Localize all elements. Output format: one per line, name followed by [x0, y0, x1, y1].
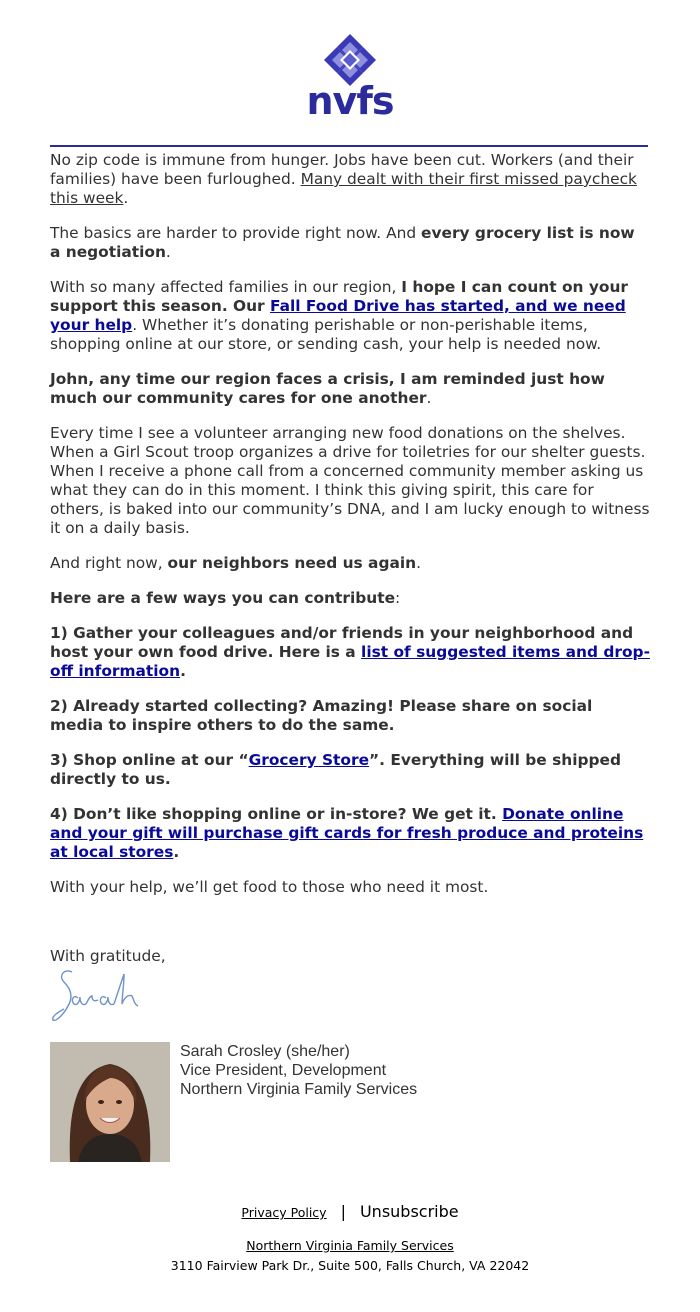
paragraph-4: John, any time our region faces a crisis, I am reminded just how much our community cares for one another. — [50, 370, 605, 407]
header-divider — [50, 145, 648, 147]
paragraph-1: No zip code is immune from hunger. Jobs have been cut. Workers (and their families) have been furloughed. Many dealt with their first missed paycheck this week. — [50, 151, 637, 207]
footer-separator: | — [340, 1202, 346, 1221]
handwritten-signature — [50, 962, 160, 1028]
list-item-1: 1) Gather your colleagues and/or friends in your neighborhood and host your own food drive. Here is a list of suggested items and drop-off information. — [50, 624, 650, 680]
suggested-items-link[interactable]: list of suggested items and drop-off information — [50, 643, 650, 680]
nvfs-logo — [300, 32, 400, 124]
paragraph-5: Every time I see a volunteer arranging new food donations on the shelves. When a Girl Scout troop organizes a drive for toiletries for our shelter guests. When I receive a phone call from a concerned community member asking us what they can do in this moment. I think this giving spirit, this care for others, is baked into our community’s DNA, and I am lucky enough to witness it on a daily basis. — [50, 424, 650, 537]
sender-photo — [50, 1042, 170, 1162]
sender-title: Vice President, Development — [180, 1062, 387, 1079]
footer-org-link[interactable]: Northern Virginia Family Services — [246, 1238, 454, 1253]
donate-online-link[interactable]: Donate online and your gift will purchase gift cards for fresh produce and proteins at local stores — [50, 805, 644, 861]
privacy-policy-link[interactable]: Privacy Policy — [241, 1205, 327, 1220]
list-item-2: 2) Already started collecting? Amazing! Please share on social media to inspire others to do the same. — [50, 697, 593, 734]
sender-organization: Northern Virginia Family Services — [180, 1081, 418, 1098]
paragraph-7: Here are a few ways you can contribute: — [50, 589, 401, 607]
footer-links — [0, 1202, 700, 1221]
closing-line: With your help, we’ll get food to those who need it most. — [50, 878, 489, 896]
paragraph-2: The basics are harder to provide right now. And every grocery list is now a negotiation. — [50, 224, 635, 261]
logo-text: nvfs — [306, 79, 394, 123]
unsubscribe-link[interactable]: Unsubscribe — [359, 1202, 459, 1221]
footer-address: 3110 Fairview Park Dr., Suite 500, Falls Church, VA 22042 — [170, 1258, 530, 1273]
email-body — [50, 151, 650, 982]
sign-off: With gratitude, — [50, 947, 166, 965]
sender-name: Sarah Crosley (she/her) — [180, 1043, 350, 1060]
paragraph-6: And right now, our neighbors need us again. — [50, 554, 421, 572]
fall-food-drive-link[interactable]: Fall Food Drive has started, and we need your help — [50, 297, 626, 334]
underlined-text: Many dealt with their first missed paycheck this week — [50, 170, 637, 207]
list-item-4: 4) Don’t like shopping online or in-store? We get it. Donate online and your gift will purchase gift cards for fresh produce and proteins at local stores. — [50, 805, 644, 861]
signature-block — [180, 1042, 417, 1099]
grocery-store-link[interactable]: Grocery Store — [248, 751, 370, 769]
footer-organization — [0, 1238, 700, 1253]
list-item-3: 3) Shop online at our “Grocery Store”. Everything will be shipped directly to us. — [50, 751, 621, 788]
paragraph-3: With so many affected families in our region, I hope I can count on your support this season. Our Fall Food Drive has started, and we need your help. Whether it’s donating perishable or non-perishable items, shopping online at our store, or sending cash, your help is needed now. — [50, 278, 629, 353]
